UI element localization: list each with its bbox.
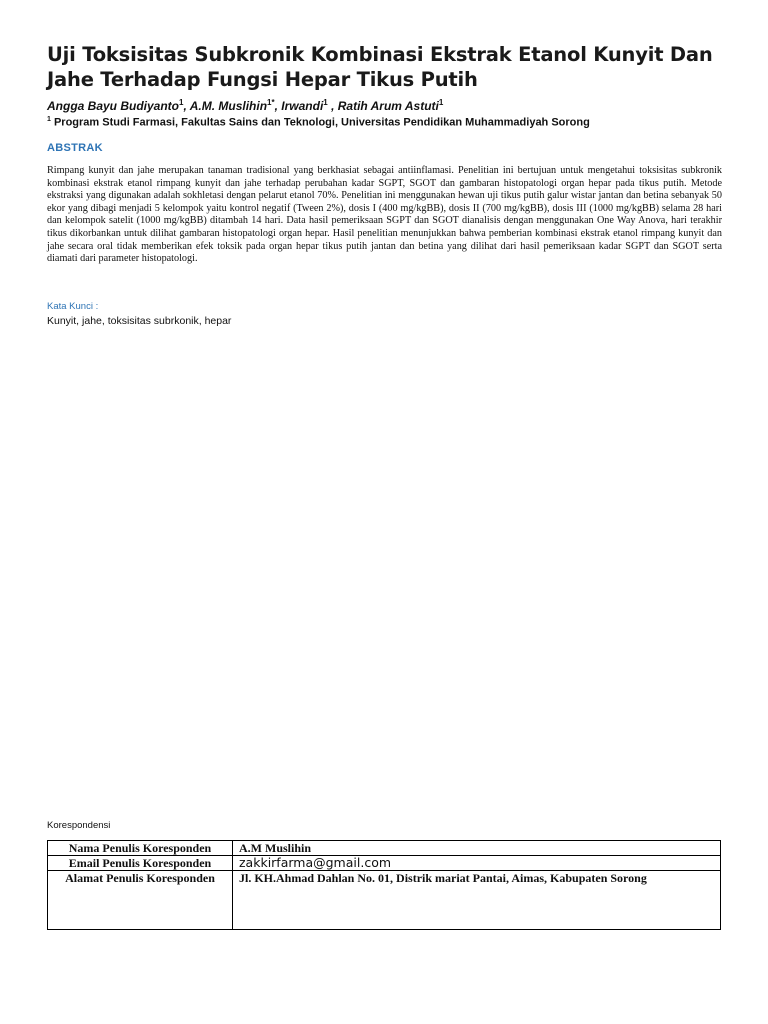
abstract-text: Rimpang kunyit dan jahe merupakan tanaman tradisional yang berkhasiat sebagai antiinflamasi. Penelitian ini bertujuan untuk mengetahui toksisitas subkronik kombinasi ekstrak etanol rimpang kunyit dan jahe terhadap perubahan kadar SGPT, SGOT dan gambaran histopatologi organ hepar pada tikus putih. Metode ekstraksi yang digunakan adalah sokhletasi dengan pelarut etanol 70%. Penelitian ini menggunakan hewan uji tikus putih galur wistar jantan dan betina sebanyak 50 ekor yang dibagi menjadi 5 kelompok yaitu kontrol negatif (Tween 2%), dosis I (400 mg/kgBB), dosis II (700 mg/kgBB), dosis III (1000 mg/kgBB) selama 28 hari dan kelompok satelit (1000 mg/kgBB) ditambah 14 hari. Data hasil pemeriksaan SGPT dan SGOT dianalisis dengan menggunakan One Way Anova, hari terakhir tikus dikorbankan untuk dilihat gambaran histopatologi organ hepar. Hasil penelitian menunjukkan bahwa pemberian kombinasi ekstrak etanol rimpang kunyit dan jahe secara oral tidak memberikan efek toksik pada organ hepar tikus putih jantan dan betina yang dilihat dari hasil pemeriksaan kadar SGPT dan SGOT serta diamati dari parameter histopatologi. <box>47 165 722 265</box>
correspondence-value: Jl. KH.Ahmad Dahlan No. 01, Distrik mariat Pantai, Aimas, Kabupaten Sorong <box>233 871 721 930</box>
correspondence-table <box>47 840 721 930</box>
keywords-label: Kata Kunci : <box>47 301 99 312</box>
table-row <box>48 871 721 930</box>
correspondence-value: A.M Muslihin <box>233 841 721 856</box>
author-affiliation-mark: 1 <box>179 98 184 107</box>
author-affiliation-mark: 1 <box>438 98 444 107</box>
correspondence-key: Alamat Penulis Koresponden <box>48 871 233 930</box>
correspondence-email-link[interactable]: zakkirfarma@gmail.com <box>233 856 721 871</box>
keywords-text: Kunyit, jahe, toksisitas subrkonik, hepar <box>47 315 232 327</box>
author-affiliation-mark: 1* <box>267 98 275 107</box>
author-affiliation-mark: 1 <box>323 98 328 107</box>
abstract-heading: ABSTRAK <box>47 142 103 154</box>
author-separator: , <box>183 99 190 113</box>
author-name: Angga Bayu Budiyanto <box>47 99 180 113</box>
author-name: A.M. Muslihin <box>189 99 268 113</box>
table-row <box>48 841 721 856</box>
paper-title: Uji Toksisitas Subkronik Kombinasi Ekstrak Etanol Kunyit Dan Jahe Terhadap Fungsi Hepar Tikus Putih <box>47 43 713 91</box>
author-name: Irwandi <box>281 99 324 113</box>
correspondence-key: Email Penulis Koresponden <box>48 856 233 871</box>
correspondence-label: Korespondensi <box>47 820 111 831</box>
author-affiliation <box>47 112 590 131</box>
affiliation-mark: 1 <box>47 116 51 123</box>
author-separator: , <box>327 99 335 113</box>
correspondence-key: Nama Penulis Koresponden <box>48 841 233 856</box>
affiliation-text: Program Studi Farmasi, Fakultas Sains dan Teknologi, Universitas Pendidikan Muhammadiyah Sorong <box>53 116 590 129</box>
author-name: Ratih Arum Astuti <box>337 99 439 113</box>
table-row <box>48 856 721 871</box>
author-separator: , <box>274 99 282 113</box>
